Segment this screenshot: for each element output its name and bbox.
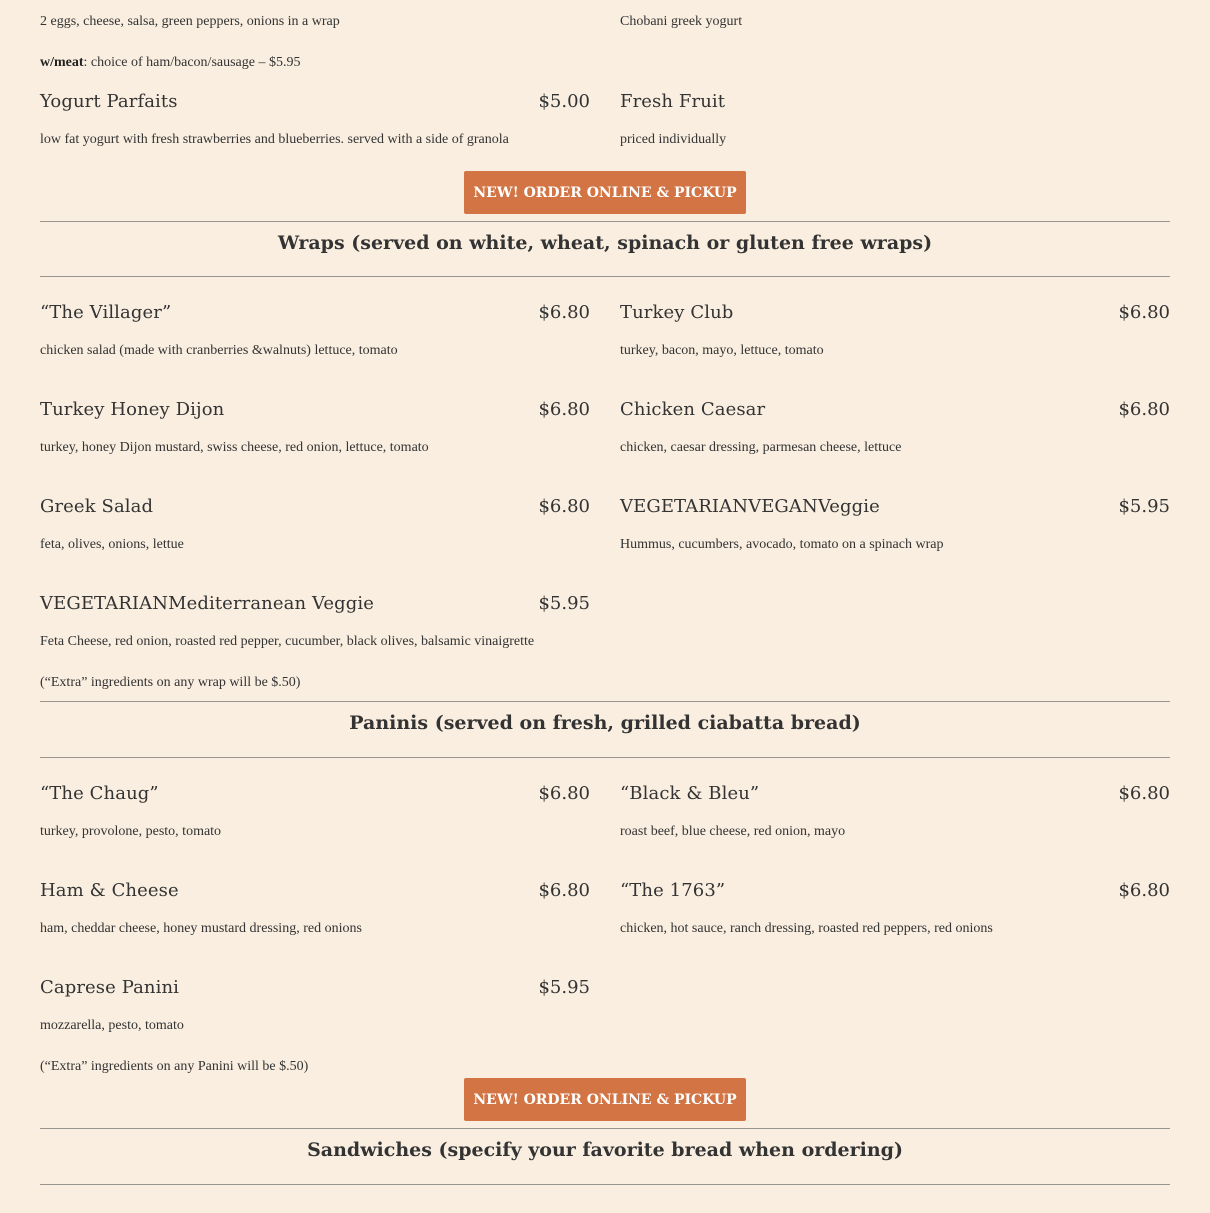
menu-item-price: $6.80 xyxy=(538,880,590,901)
section-divider xyxy=(40,1184,1170,1185)
menu-item-description: ham, cheddar cheese, honey mustard dressing, red onions xyxy=(40,921,362,936)
menu-item-price: $6.80 xyxy=(1118,880,1170,901)
wraps-section-title: Wraps (served on white, wheat, spinach or gluten free wraps) xyxy=(277,232,933,254)
fresh-fruit-name: Fresh Fruit xyxy=(620,91,726,112)
menu-item-description: roast beef, blue cheese, red onion, mayo xyxy=(620,824,846,839)
meat-option-note xyxy=(40,54,300,72)
menu-item-price: $6.80 xyxy=(538,399,590,420)
yogurt-parfaits-price: $5.00 xyxy=(538,91,590,112)
greek-yogurt-description: Chobani greek yogurt xyxy=(620,14,743,29)
menu-item-name: VEGETARIANMediterranean Veggie xyxy=(40,593,375,614)
fresh-fruit-description: priced individually xyxy=(620,132,727,147)
menu-item-price: $5.95 xyxy=(538,977,590,998)
menu-item-price: $6.80 xyxy=(1118,783,1170,804)
menu-item-name: “The 1763” xyxy=(620,880,726,901)
section-divider xyxy=(40,701,1170,702)
menu-item-price: $6.80 xyxy=(538,783,590,804)
yogurt-parfaits-name: Yogurt Parfaits xyxy=(40,91,178,112)
menu-item-price: $5.95 xyxy=(1118,496,1170,517)
menu-item-description: turkey, honey Dijon mustard, swiss cheese, red onion, lettuce, tomato xyxy=(40,440,429,455)
menu-item-price: $6.80 xyxy=(538,302,590,323)
order-online-button[interactable]: NEW! ORDER ONLINE & PICKUP xyxy=(464,1078,746,1121)
menu-item-description: mozzarella, pesto, tomato xyxy=(40,1018,184,1033)
menu-item-description: turkey, bacon, mayo, lettuce, tomato xyxy=(620,343,824,358)
menu-item-price: $6.80 xyxy=(538,496,590,517)
paninis-extra-note: (“Extra” ingredients on any Panini will be $.50) xyxy=(40,1059,309,1074)
menu-item-price: $6.80 xyxy=(1118,399,1170,420)
menu-item-description: chicken salad (made with cranberries &walnuts) lettuce, tomato xyxy=(40,343,398,358)
menu-item-description: chicken, hot sauce, ranch dressing, roasted red peppers, red onions xyxy=(620,921,993,936)
section-divider xyxy=(40,757,1170,758)
menu-item-name: Turkey Honey Dijon xyxy=(40,399,225,420)
section-divider xyxy=(40,221,1170,222)
wraps-extra-note: (“Extra” ingredients on any wrap will be $.50) xyxy=(40,675,301,690)
menu-item-description: Hummus, cucumbers, avocado, tomato on a spinach wrap xyxy=(620,537,944,552)
meat-option-label: w/meat xyxy=(40,55,84,70)
menu-item-description: turkey, provolone, pesto, tomato xyxy=(40,824,222,839)
menu-item-description: Feta Cheese, red onion, roasted red pepper, cucumber, black olives, balsamic vinaigrette xyxy=(40,634,535,649)
section-divider xyxy=(40,276,1170,277)
sandwiches-section-title: Sandwiches (specify your favorite bread when ordering) xyxy=(307,1139,903,1161)
menu-item-price: $6.80 xyxy=(1118,302,1170,323)
menu-item-name: VEGETARIANVEGANVeggie xyxy=(620,496,880,517)
menu-item-name: Caprese Panini xyxy=(40,977,180,998)
menu-item-name: Turkey Club xyxy=(620,302,734,323)
menu-item-name: “The Chaug” xyxy=(40,783,159,804)
meat-option-text: : choice of ham/bacon/sausage – $5.95 xyxy=(83,55,301,70)
breakfast-wrap-description: 2 eggs, cheese, salsa, green peppers, onions in a wrap xyxy=(40,14,340,29)
order-online-button[interactable]: NEW! ORDER ONLINE & PICKUP xyxy=(464,171,746,214)
menu-item-name: “Black & Bleu” xyxy=(620,783,760,804)
paninis-section-title: Paninis (served on fresh, grilled ciabatta bread) xyxy=(349,712,861,734)
menu-item-description: chicken, caesar dressing, parmesan cheese, lettuce xyxy=(620,440,902,455)
menu-item-price: $5.95 xyxy=(538,593,590,614)
yogurt-parfaits-description: low fat yogurt with fresh strawberries and blueberries. served with a side of granola xyxy=(40,132,509,147)
menu-item-name: Ham & Cheese xyxy=(40,880,179,901)
menu-item-description: feta, olives, onions, lettue xyxy=(40,537,184,552)
menu-item-name: “The Villager” xyxy=(40,302,172,323)
section-divider xyxy=(40,1128,1170,1129)
menu-item-name: Chicken Caesar xyxy=(620,399,766,420)
menu-item-name: Greek Salad xyxy=(40,496,154,517)
